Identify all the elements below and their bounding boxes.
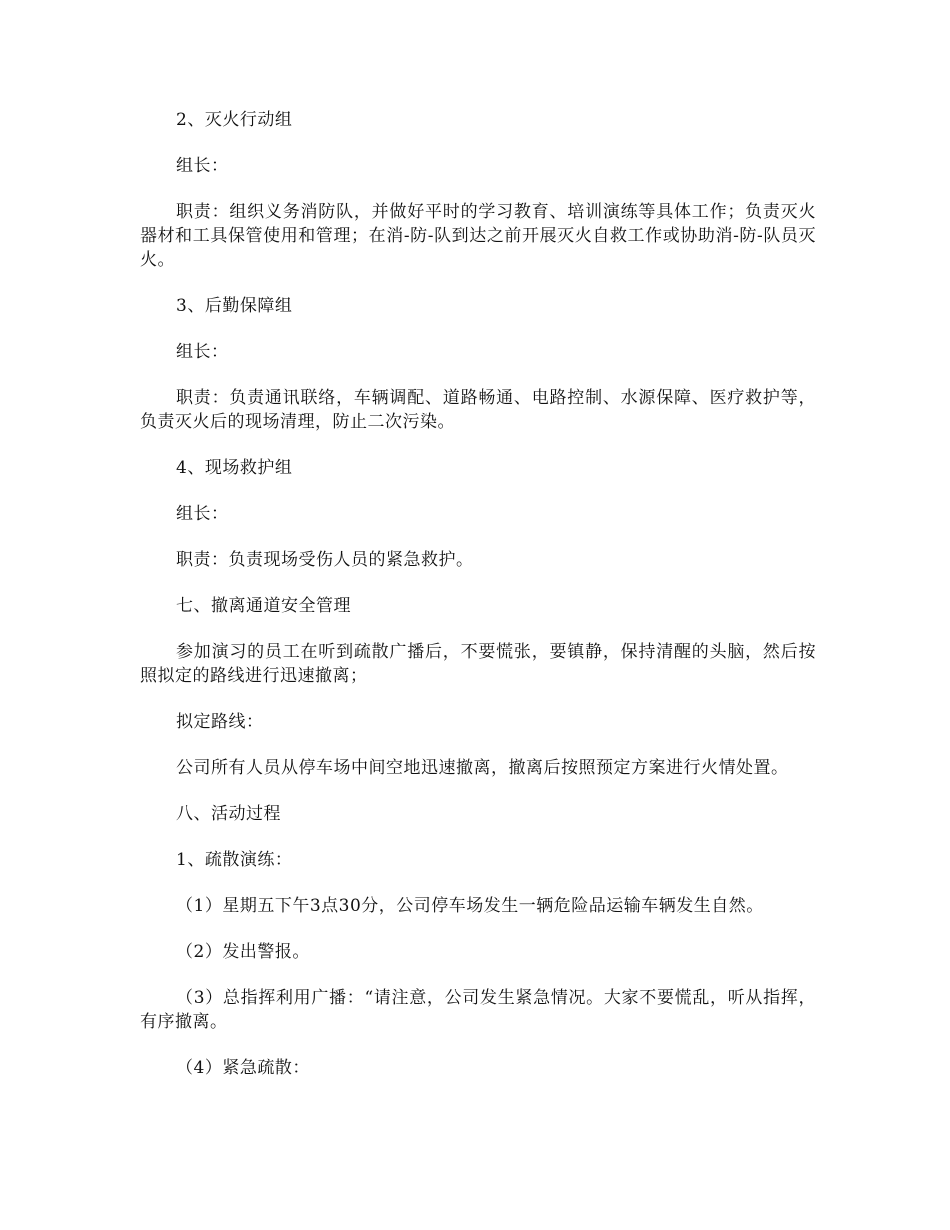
section-heading-rescue-group: 4、现场救护组 bbox=[176, 458, 293, 478]
section-heading-evacuation-safety: 七、撤离通道安全管理 bbox=[176, 596, 351, 616]
subsection-heading-drill: 1、疏散演练： bbox=[176, 850, 293, 870]
step-item: （4）紧急疏散： bbox=[176, 1058, 310, 1078]
body-paragraph: 参加演习的员工在听到疏散广播后，不要慌张，要镇静，保持清醒的头脑，然后按照拟定的路线进行迅速撤离； bbox=[140, 642, 816, 686]
section-heading-fire-action-group: 2、灭火行动组 bbox=[176, 110, 293, 130]
step-item: （1）星期五下午3点30分，公司停车场发生一辆危险品运输车辆发生自然。 bbox=[176, 896, 764, 916]
step-item: （3）总指挥利用广播：“请注意，公司发生紧急情况。大家不要慌乱，听从指挥，有序撤离。 bbox=[140, 988, 816, 1032]
body-paragraph: 公司所有人员从停车场中间空地迅速撤离，撤离后按照预定方案进行火情处置。 bbox=[176, 758, 789, 778]
leader-label: 组长： bbox=[176, 156, 229, 176]
duty-paragraph: 职责：负责通讯联络，车辆调配、道路畅通、电路控制、水源保障、医疗救护等，负责灭火后的现场清理，防止二次污染。 bbox=[140, 388, 816, 432]
section-heading-activity-process: 八、活动过程 bbox=[176, 804, 281, 824]
leader-label: 组长： bbox=[176, 504, 229, 524]
step-item: （2）发出警报。 bbox=[176, 942, 310, 962]
duty-paragraph: 职责：组织义务消防队，并做好平时的学习教育、培训演练等具体工作；负责灭火器材和工具保管使用和管理；在消-防-队到达之前开展灭火自救工作或协助消-防-队员灭火。 bbox=[140, 202, 816, 270]
leader-label: 组长： bbox=[176, 342, 229, 362]
route-label: 拟定路线： bbox=[176, 712, 264, 732]
duty-paragraph: 职责：负责现场受伤人员的紧急救护。 bbox=[176, 550, 474, 570]
document-page bbox=[140, 108, 816, 1102]
section-heading-logistics-group: 3、后勤保障组 bbox=[176, 296, 293, 316]
